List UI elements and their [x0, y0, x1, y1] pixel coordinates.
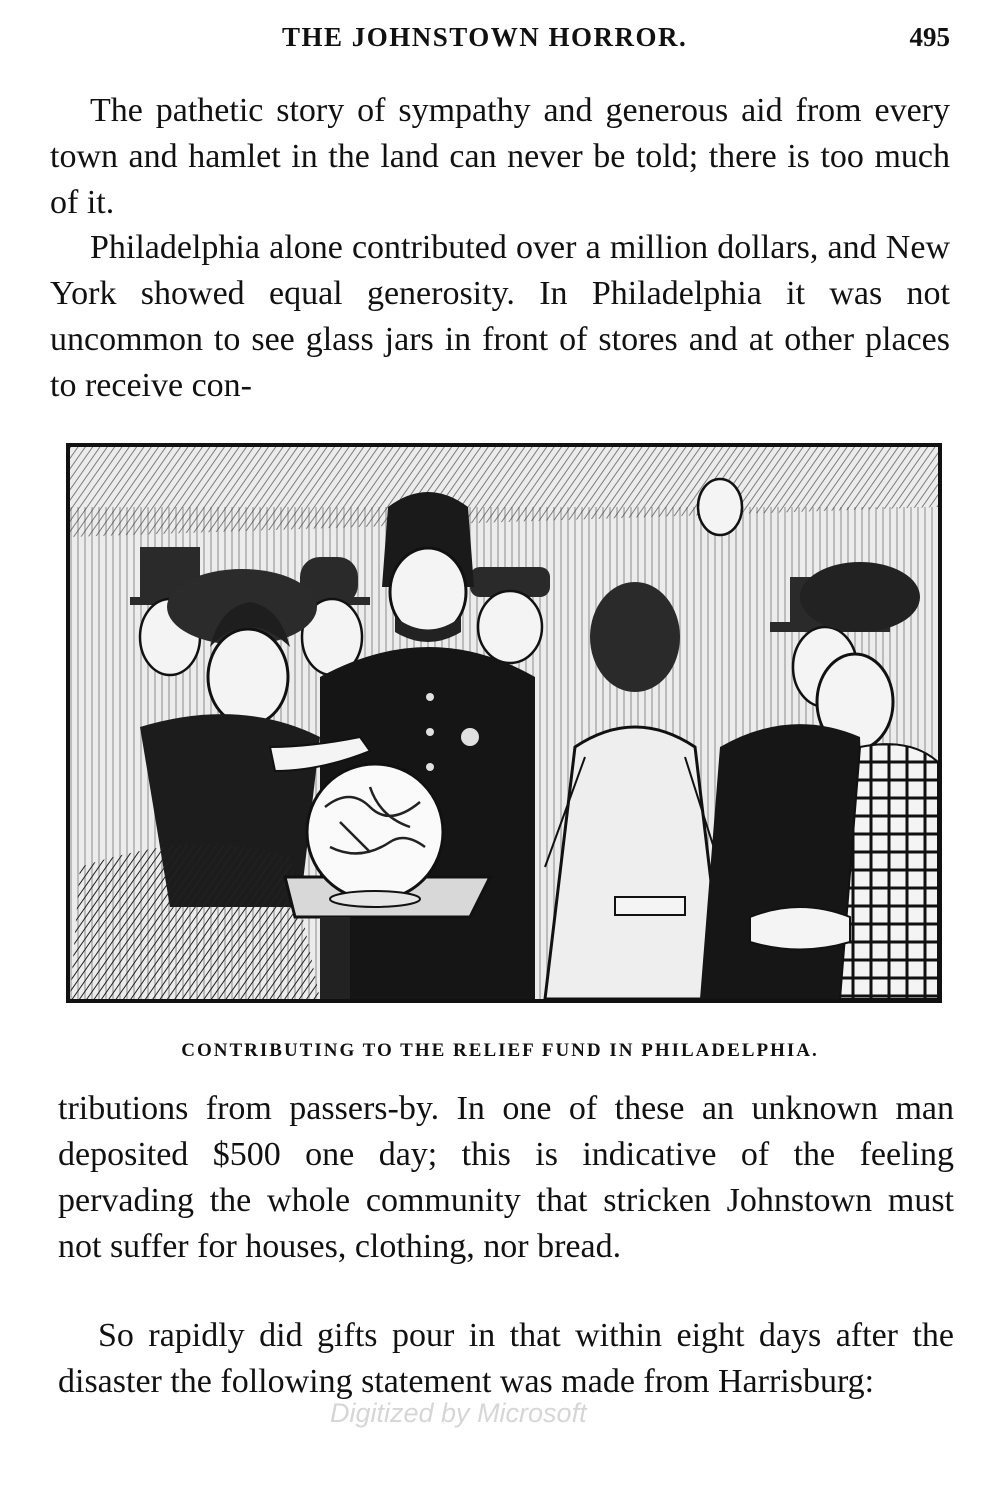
paragraph-4: So rapidly did gifts pour in that within eight days after the disaster the following statement was made from Harrisburg:	[58, 1317, 954, 1400]
engraving-illustration	[66, 443, 942, 1003]
paragraph-2: Philadelphia alone contributed over a million dollars, and New York showed equal generosity. In Philadelphia it was not uncommon to see glass jars in front of stores and at other places to receive con-	[50, 229, 950, 404]
paragraph-3: tributions from passers-by. In one of these an unknown man deposited $500 one day; this is indicative of the feeling pervading the whole community that stricken Johnstown must not suffer for houses, clothing, nor bread.	[58, 1090, 954, 1265]
digitization-watermark: Digitized by Microsoft	[330, 1398, 587, 1428]
paragraph-1: The pathetic story of sympathy and generous aid from every town and hamlet in the land can never be told; there is too much of it.	[50, 92, 950, 221]
running-title: THE JOHNSTOWN HORROR.	[282, 22, 688, 52]
figure-caption: CONTRIBUTING TO THE RELIEF FUND IN PHILADELPHIA.	[181, 1040, 819, 1061]
running-head	[60, 22, 950, 62]
page-number: 495	[909, 22, 950, 52]
